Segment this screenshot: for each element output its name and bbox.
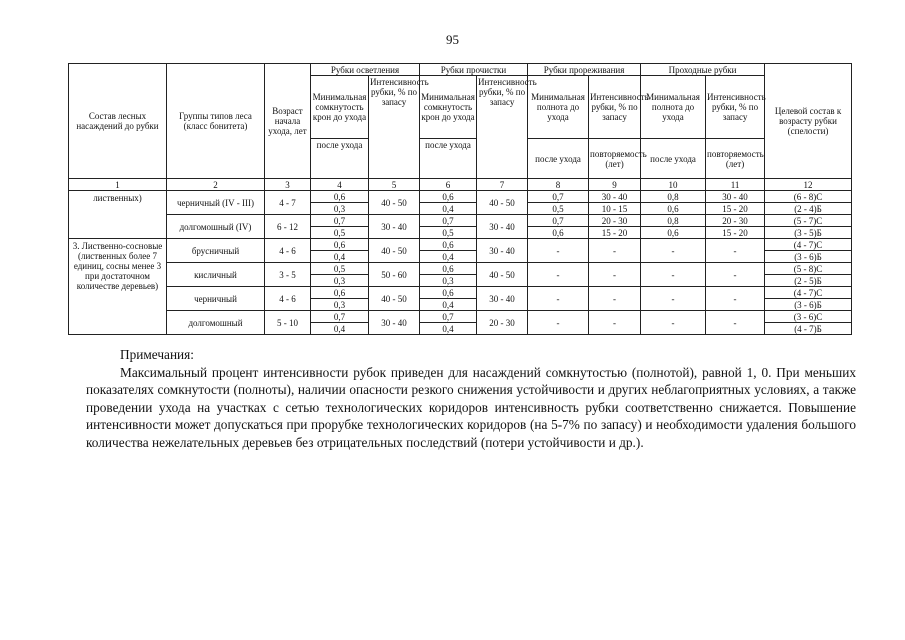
value-c10: 0,6 bbox=[641, 203, 706, 215]
forest-type: брусничный bbox=[167, 239, 265, 263]
value-c6: 0,6 bbox=[420, 263, 477, 275]
value-c5: 30 - 40 bbox=[369, 215, 420, 239]
value-c10: - bbox=[641, 287, 706, 311]
header-group-prorezhivanie: Рубки прореживания bbox=[528, 64, 641, 76]
col-num: 3 bbox=[265, 179, 311, 191]
page-number: 95 bbox=[446, 32, 459, 47]
header-group-prochistka: Рубки прочистки bbox=[420, 64, 528, 76]
value-c8: - bbox=[528, 239, 589, 263]
header-intensity-4: Интенсивность рубки, % по запасу bbox=[706, 76, 765, 139]
value-c12: (4 - 7)Б bbox=[765, 323, 852, 335]
forest-type: черничный (IV - III) bbox=[167, 191, 265, 215]
header-forest-types: Группы типов леса (класс бонитета) bbox=[167, 64, 265, 179]
value-c6: 0,7 bbox=[420, 311, 477, 323]
value-c12: (5 - 8)С bbox=[765, 263, 852, 275]
value-c12: (3 - 6)Б bbox=[765, 251, 852, 263]
header-after-4: после ухода bbox=[641, 139, 706, 179]
forest-type: долгомошный (IV) bbox=[167, 215, 265, 239]
value-c5: 40 - 50 bbox=[369, 287, 420, 311]
start-age: 3 - 5 bbox=[265, 263, 311, 287]
value-c9: - bbox=[589, 239, 641, 263]
notes-text: Максимальный процент интенсивности рубок приведен для насаждений сомкнутостью (полнотой), равной 1, 0. При меньших показателях сомкнутости (полноты), наличии опасности резкого снижения устойчивости и других неблагоприятных условиях, а также проведении ухода на участках с сетью технологических коридоров интенсивность рубки соответственно снижается. Повышение интенсивности может допускаться при прорубке технологических коридоров (на 5-7% по запасу) и необходимости удаления большого количества нежелательных деревьев без отрицательных последствий (потери устойчивости и др.). bbox=[86, 364, 856, 450]
value-c8: - bbox=[528, 263, 589, 287]
group-label: 3. Лиственно-сосновые (лиственных более 7 единиц, сосны менее 3 при достаточном количестве деревьев) bbox=[69, 239, 167, 335]
col-num: 10 bbox=[641, 179, 706, 191]
value-c11: - bbox=[706, 263, 765, 287]
value-c6: 0,3 bbox=[420, 275, 477, 287]
header-min-density-4: Минимальная полнота до ухода bbox=[641, 76, 706, 139]
value-c6: 0,4 bbox=[420, 299, 477, 311]
table-row bbox=[69, 239, 852, 251]
value-c11: 30 - 40 bbox=[706, 191, 765, 203]
value-c7: 20 - 30 bbox=[477, 311, 528, 335]
value-c12: (4 - 7)С bbox=[765, 287, 852, 299]
value-c5: 30 - 40 bbox=[369, 311, 420, 335]
value-c4: 0,6 bbox=[311, 239, 369, 251]
header-after-3: после ухода bbox=[528, 139, 589, 179]
group-label: лиственных) bbox=[69, 191, 167, 239]
value-c4: 0,5 bbox=[311, 227, 369, 239]
table-row bbox=[69, 215, 852, 227]
value-c5: 40 - 50 bbox=[369, 239, 420, 263]
value-c8: - bbox=[528, 287, 589, 311]
col-num: 9 bbox=[589, 179, 641, 191]
header-min-closure-1: Минимальная сомкнутость крон до ухода bbox=[311, 76, 369, 139]
table-row bbox=[69, 263, 852, 275]
value-c8: - bbox=[528, 311, 589, 335]
value-c4: 0,7 bbox=[311, 215, 369, 227]
value-c12: (6 - 8)С bbox=[765, 191, 852, 203]
start-age: 6 - 12 bbox=[265, 215, 311, 239]
col-num: 4 bbox=[311, 179, 369, 191]
value-c8: 0,7 bbox=[528, 191, 589, 203]
value-c11: - bbox=[706, 239, 765, 263]
value-c6: 0,4 bbox=[420, 203, 477, 215]
value-c12: (3 - 6)Б bbox=[765, 299, 852, 311]
value-c6: 0,6 bbox=[420, 191, 477, 203]
notes-header: Примечания: bbox=[120, 347, 194, 362]
start-age: 4 - 6 bbox=[265, 239, 311, 263]
value-c11: 15 - 20 bbox=[706, 203, 765, 215]
value-c10: - bbox=[641, 311, 706, 335]
value-c11: 15 - 20 bbox=[706, 227, 765, 239]
column-number-row bbox=[69, 179, 852, 191]
value-c10: 0,8 bbox=[641, 191, 706, 203]
header-repeat-4: повторяемость (лет) bbox=[706, 139, 765, 179]
value-c6: 0,6 bbox=[420, 287, 477, 299]
value-c6: 0,4 bbox=[420, 323, 477, 335]
value-c8: 0,6 bbox=[528, 227, 589, 239]
value-c7: 40 - 50 bbox=[477, 191, 528, 215]
value-c4: 0,6 bbox=[311, 191, 369, 203]
value-c12: (3 - 6)С bbox=[765, 311, 852, 323]
header-start-age: Возраст начала ухода, лет bbox=[265, 64, 311, 179]
value-c10: 0,6 bbox=[641, 227, 706, 239]
value-c10: - bbox=[641, 263, 706, 287]
header-composition: Состав лесных насаждений до рубки bbox=[69, 64, 167, 179]
table-row bbox=[69, 311, 852, 323]
value-c12: (4 - 7)С bbox=[765, 239, 852, 251]
start-age: 4 - 7 bbox=[265, 191, 311, 215]
value-c9: 10 - 15 bbox=[589, 203, 641, 215]
value-c10: - bbox=[641, 239, 706, 263]
value-c8: 0,7 bbox=[528, 215, 589, 227]
col-num: 5 bbox=[369, 179, 420, 191]
value-c7: 30 - 40 bbox=[477, 287, 528, 311]
col-num: 8 bbox=[528, 179, 589, 191]
value-c9: - bbox=[589, 287, 641, 311]
header-group-prokhodnye: Проходные рубки bbox=[641, 64, 765, 76]
value-c11: - bbox=[706, 311, 765, 335]
value-c4: 0,3 bbox=[311, 299, 369, 311]
value-c7: 40 - 50 bbox=[477, 263, 528, 287]
forest-type: долгомошный bbox=[167, 311, 265, 335]
value-c4: 0,3 bbox=[311, 275, 369, 287]
value-c12: (3 - 5)Б bbox=[765, 227, 852, 239]
value-c4: 0,3 bbox=[311, 203, 369, 215]
value-c6: 0,6 bbox=[420, 239, 477, 251]
value-c4: 0,5 bbox=[311, 263, 369, 275]
header-min-closure-2: Минимальная сомкнутость крон до ухода bbox=[420, 76, 477, 139]
value-c4: 0,6 bbox=[311, 287, 369, 299]
start-age: 4 - 6 bbox=[265, 287, 311, 311]
col-num: 7 bbox=[477, 179, 528, 191]
header-group-osvetlenie: Рубки осветления bbox=[311, 64, 420, 76]
forest-type: черничный bbox=[167, 287, 265, 311]
header-after-1: после ухода bbox=[311, 139, 369, 179]
value-c6: 0,4 bbox=[420, 251, 477, 263]
value-c12: (2 - 4)Б bbox=[765, 203, 852, 215]
value-c4: 0,4 bbox=[311, 251, 369, 263]
forest-type: кисличный bbox=[167, 263, 265, 287]
value-c9: 15 - 20 bbox=[589, 227, 641, 239]
value-c11: - bbox=[706, 287, 765, 311]
value-c8: 0,5 bbox=[528, 203, 589, 215]
header-intensity-3: Интенсивность рубки, % по запасу bbox=[589, 76, 641, 139]
col-num: 11 bbox=[706, 179, 765, 191]
value-c9: - bbox=[589, 263, 641, 287]
value-c9: 20 - 30 bbox=[589, 215, 641, 227]
table-row bbox=[69, 287, 852, 299]
value-c5: 40 - 50 bbox=[369, 191, 420, 215]
header-repeat-3: повторяемость (лет) bbox=[589, 139, 641, 179]
header-after-2: после ухода bbox=[420, 139, 477, 179]
value-c12: (2 - 5)Б bbox=[765, 275, 852, 287]
header-intensity-2: Интенсивность рубки, % по запасу bbox=[477, 76, 528, 179]
value-c10: 0,8 bbox=[641, 215, 706, 227]
value-c11: 20 - 30 bbox=[706, 215, 765, 227]
notes-section bbox=[86, 346, 856, 452]
table-body bbox=[69, 64, 852, 335]
start-age: 5 - 10 bbox=[265, 311, 311, 335]
value-c9: - bbox=[589, 311, 641, 335]
value-c6: 0,5 bbox=[420, 227, 477, 239]
value-c6: 0,7 bbox=[420, 215, 477, 227]
table-row bbox=[69, 191, 852, 203]
forest-thinning-table bbox=[68, 63, 851, 335]
col-num: 2 bbox=[167, 179, 265, 191]
value-c12: (5 - 7)С bbox=[765, 215, 852, 227]
header-intensity-1: Интенсивность рубки, % по запасу bbox=[369, 76, 420, 179]
col-num: 12 bbox=[765, 179, 852, 191]
col-num: 1 bbox=[69, 179, 167, 191]
value-c4: 0,4 bbox=[311, 323, 369, 335]
header-min-density-3: Минимальная полнота до ухода bbox=[528, 76, 589, 139]
value-c9: 30 - 40 bbox=[589, 191, 641, 203]
header-target-composition: Целевой состав к возрасту рубки (спелости) bbox=[765, 64, 852, 179]
value-c4: 0,7 bbox=[311, 311, 369, 323]
header-row-1 bbox=[69, 64, 852, 76]
value-c7: 30 - 40 bbox=[477, 215, 528, 239]
col-num: 6 bbox=[420, 179, 477, 191]
value-c7: 30 - 40 bbox=[477, 239, 528, 263]
value-c5: 50 - 60 bbox=[369, 263, 420, 287]
